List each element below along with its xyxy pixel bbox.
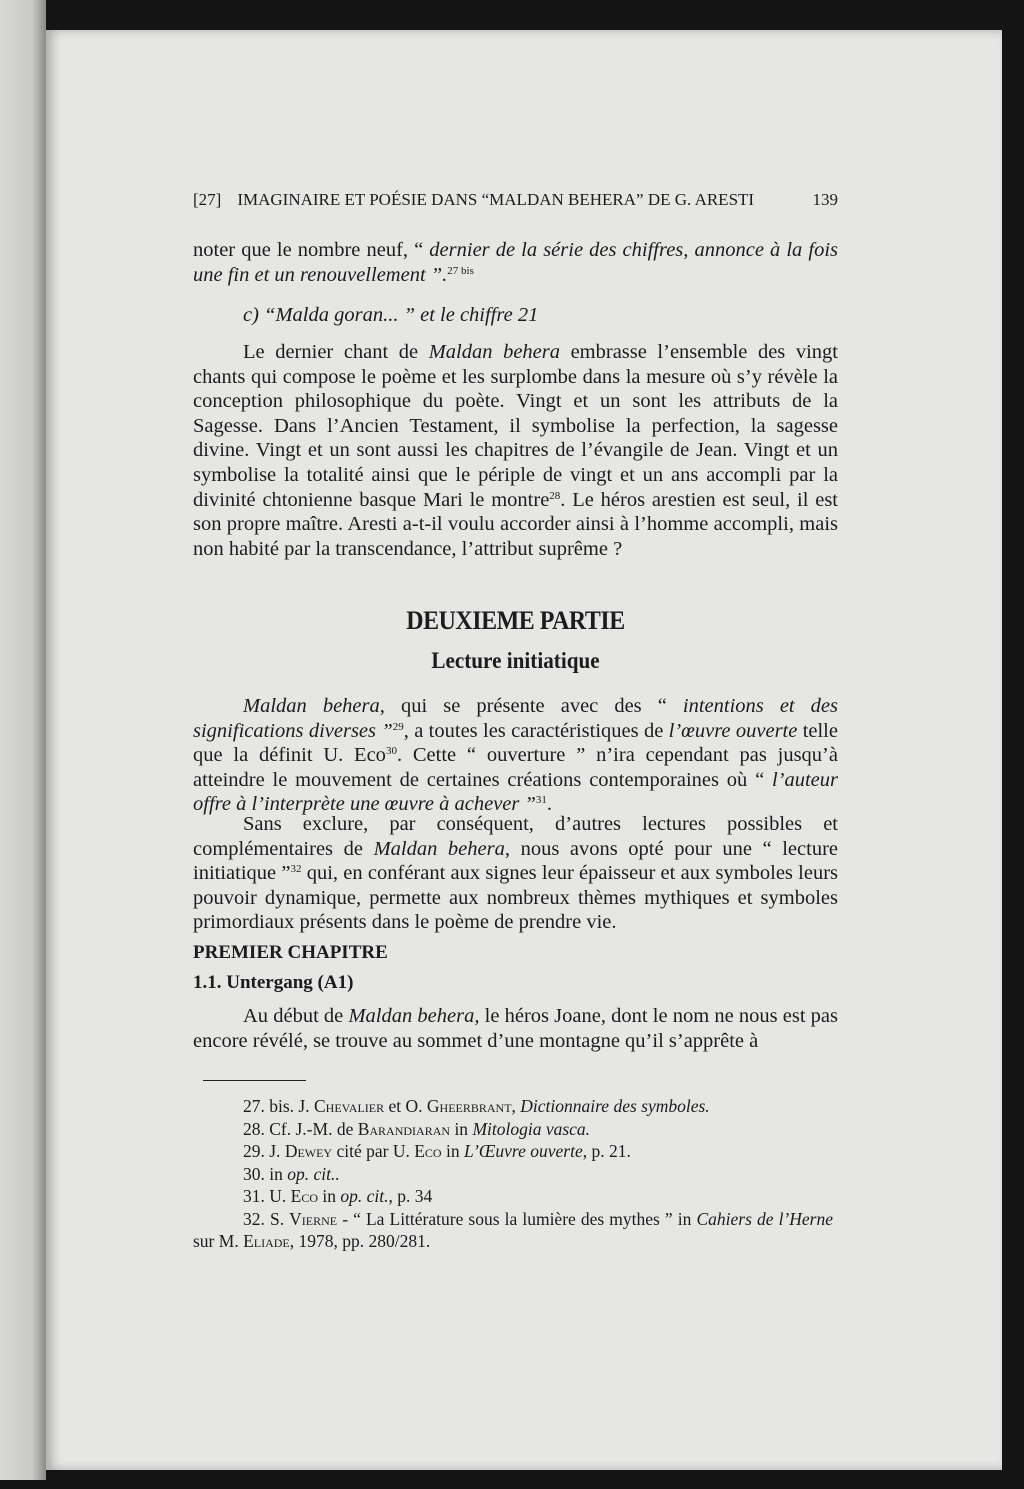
work-title: Maldan behera, xyxy=(348,1005,480,1027)
footnote xyxy=(193,1163,833,1186)
text-segment: Eliade xyxy=(243,1231,290,1251)
text: ” xyxy=(524,793,536,816)
paragraph-4 xyxy=(193,812,838,935)
text-segment: op. cit.. xyxy=(287,1163,340,1184)
header-title: IMAGINAIRE ET POÉSIE DANS “MALDAN BEHERA” DE G. ARESTI xyxy=(237,190,755,209)
part-subtitle: Lecture initiatique xyxy=(431,648,600,673)
text-segment: , 1978, pp. 280/281. xyxy=(289,1231,431,1251)
footnote xyxy=(193,1118,833,1141)
footnote-divider xyxy=(203,1080,306,1081)
text: le héros Joane, dont le nom ne nous est pas encore révélé, se trouve au sommet d’une montagne qu’il s’apprête à xyxy=(193,1005,839,1052)
paragraph-1 xyxy=(193,238,838,287)
term: l’œuvre ouverte xyxy=(668,719,798,742)
text-segment: Mitologia vasca. xyxy=(472,1118,591,1139)
text: ” xyxy=(381,719,393,742)
text-segment: Dictionnaire des symboles. xyxy=(520,1096,710,1116)
footnote-ref: 32 xyxy=(290,863,302,876)
text-segment: L’Œuvre ouverte xyxy=(463,1141,583,1161)
text: . Cette “ ouverture ” n’ira cependant pas jusqu’à atteindre le mouvement de certaines créations contemporaines où “ xyxy=(193,744,838,791)
footnote xyxy=(193,1095,833,1118)
work-title: Maldan behera xyxy=(373,837,505,860)
text: Au début de xyxy=(243,1005,349,1027)
work-title: Maldan behera xyxy=(428,341,560,363)
text-segment: 31. U. xyxy=(243,1186,291,1206)
footnote-ref: 28 xyxy=(549,489,561,502)
part-title: DEUXIEME PARTIE xyxy=(406,606,625,635)
header-section: [27] xyxy=(193,190,222,209)
text-segment: Vierne xyxy=(289,1208,338,1229)
paragraph-2 xyxy=(193,340,838,561)
work-title: Maldan behera xyxy=(243,695,380,717)
quote: dernier de la série des chiffres, annonce à la fois une fin et un renouvellement xyxy=(193,239,838,286)
text-segment: Eco xyxy=(414,1141,442,1161)
text: , a toutes les caractéristiques de xyxy=(403,719,669,742)
text-segment: et O. xyxy=(384,1096,427,1116)
text-segment: 32. S. xyxy=(243,1208,290,1229)
text: , qui se présente avec des “ xyxy=(379,695,683,717)
quote: l’auteur offre à l’interprète une œuvre à achever xyxy=(193,768,838,816)
page-number: 139 xyxy=(812,190,838,209)
text-segment: cité par U. xyxy=(332,1141,415,1161)
text-segment: op. cit. xyxy=(340,1186,389,1206)
text-segment: in xyxy=(450,1118,473,1139)
paragraph-5 xyxy=(193,1004,838,1053)
text-segment: , xyxy=(511,1096,521,1116)
footnote xyxy=(193,1208,833,1253)
text-segment: Chevalier xyxy=(313,1096,385,1116)
footnote-ref: 30 xyxy=(385,745,397,758)
footnote-ref: 31 xyxy=(535,794,547,807)
text: . xyxy=(546,793,553,816)
text: Le dernier chant de xyxy=(243,341,429,363)
text-segment: Gheerbrant xyxy=(426,1096,512,1116)
text-segment: Eco xyxy=(290,1186,319,1206)
text-segment: Dewey xyxy=(284,1141,333,1161)
text: telle que la définit U. Eco xyxy=(193,719,838,767)
text: , nous avons opté pour une “ lecture initiatique ” xyxy=(193,837,838,885)
chapter-heading: PREMIER CHAPITRE xyxy=(193,942,388,963)
paragraph-3 xyxy=(193,694,838,817)
text-segment: , p. 34 xyxy=(388,1186,433,1206)
footnote-ref: 29 xyxy=(392,720,404,733)
facing-page-edge xyxy=(0,0,46,1480)
text-segment: 28. Cf. J.-M. de xyxy=(243,1118,358,1139)
text-segment: Barandiaran xyxy=(357,1118,451,1139)
text-segment: 29. J. xyxy=(243,1141,285,1161)
text-segment: 30. in xyxy=(243,1163,288,1184)
footnote-ref: 27 bis xyxy=(447,264,474,277)
text-segment: - “ La Littérature sous la lumière des mythes ” in xyxy=(337,1208,697,1229)
running-header xyxy=(193,190,838,210)
section-heading: 1.1. Untergang (A1) xyxy=(193,972,354,993)
text: . Le héros arestien est seul, il est son propre maître. Aresti a-t-il voulu accorder ainsi à l’homme accompli, mais non habité par la transcendance, l’attribut suprême ? xyxy=(193,488,838,560)
text-segment: sur M. xyxy=(193,1231,244,1251)
quote: intentions et des significations diverses xyxy=(193,695,838,742)
subheading: c) “Malda goran... ” et le chiffre 21 xyxy=(243,304,539,326)
text-segment: 27. bis. J. xyxy=(243,1096,314,1116)
footnote xyxy=(193,1140,833,1163)
text: noter que le nombre neuf, “ xyxy=(193,239,430,261)
text-segment: in xyxy=(318,1186,341,1206)
footnote xyxy=(193,1185,833,1208)
text-segment: Cahiers de l’Herne xyxy=(696,1208,833,1229)
text: ”. xyxy=(430,263,448,286)
text-segment: , p. 21. xyxy=(582,1141,631,1161)
text: embrasse l’ensemble des vingt chants qui compose le poème et les surplombe dans la mesure où s’y révèle la conception philosophique du poète. Vingt et un sont les attributs de la Sagesse. Dans l’Ancien Testament, il symbolise la perfection, la sagesse divine. Vingt et un sont aussi les chapitres de l’évangile de Jean. Vingt et un symbolise la totalité ainsi que le périple de vingt et un ans accompli par la divinité chtonienne basque Mari le montre xyxy=(193,341,838,511)
footnotes xyxy=(193,1095,833,1253)
text-segment: in xyxy=(441,1141,464,1161)
text: qui, en conférant aux signes leur épaisseur et aux symboles leurs pouvoir dynamique, permette aux nombreux thèmes mythiques et symboles primordiaux présents dans le poème de prendre vie. xyxy=(193,862,838,934)
text: Sans exclure, par conséquent, d’autres lectures possibles et complémentaires de xyxy=(193,813,838,860)
